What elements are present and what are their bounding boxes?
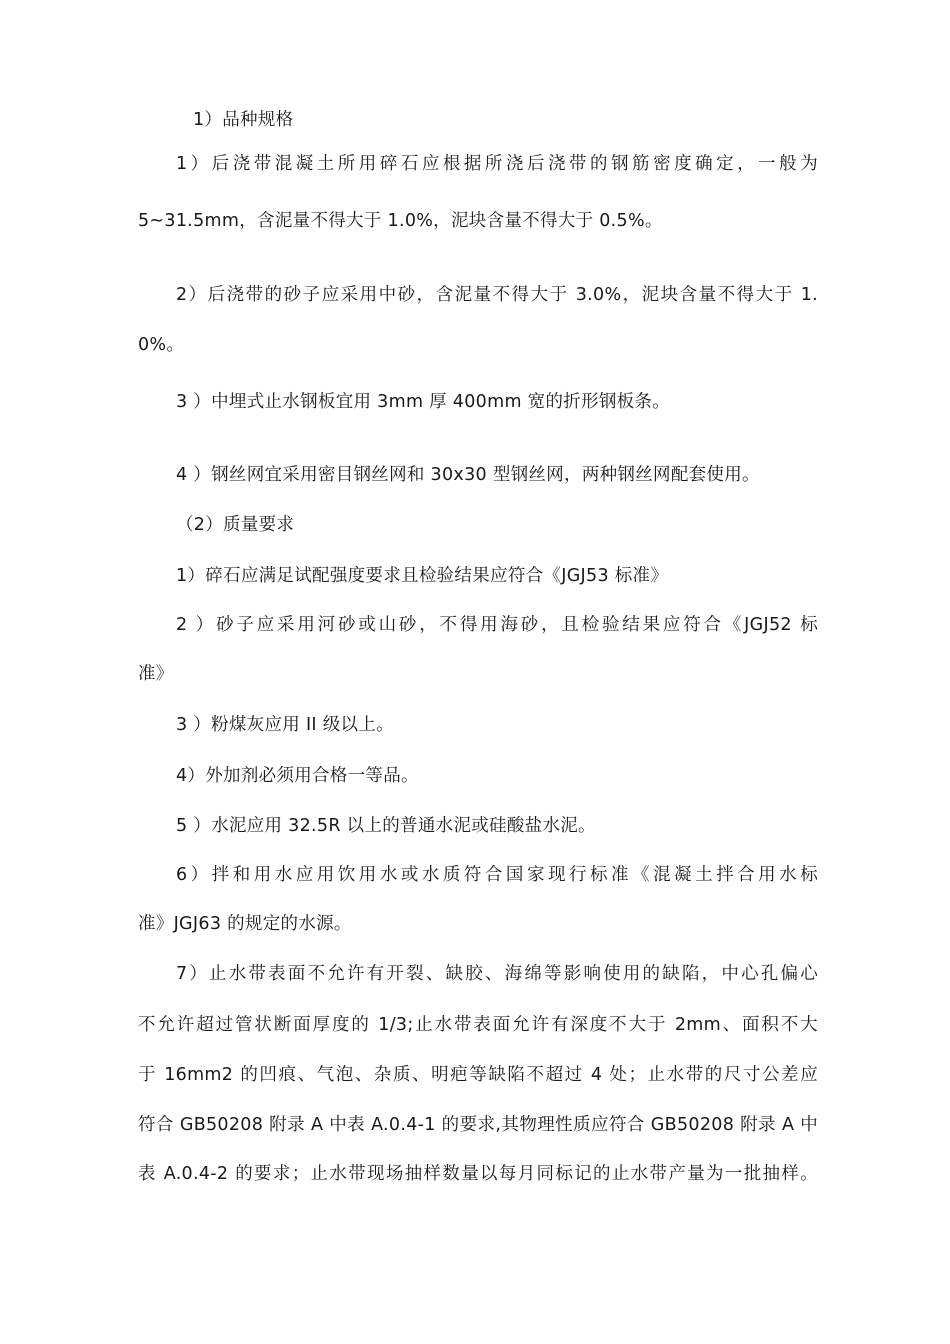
paragraph-sand-quality-line2: 准》 xyxy=(138,664,174,684)
paragraph-sand-quality-line1: 2 ）砂子应采用河砂或山砂，不得用海砂，且检验结果应符合《JGJ52 标 xyxy=(176,615,818,635)
paragraph-waterstop-line5: 表 A.0.4-2 的要求；止水带现场抽样数量以每月同标记的止水带产量为一批抽样。 xyxy=(138,1164,818,1184)
paragraph-sand-line1: 2）后浇带的砂子应采用中砂，含泥量不得大于 3.0%，泥块含量不得大于 1. xyxy=(176,285,818,305)
paragraph-waterstop-line1: 7）止水带表面不允许有开裂、缺胶、海绵等影响使用的缺陷，中心孔偏心 xyxy=(176,964,818,984)
paragraph-gravel-quality: 1）碎石应满足试配强度要求且检验结果应符合《JGJ53 标准》 xyxy=(176,566,669,586)
section-heading-specifications: 1）品种规格 xyxy=(193,110,294,130)
paragraph-admixture: 4）外加剂必须用合格一等品。 xyxy=(176,766,419,786)
paragraph-cement: 5 ）水泥应用 32.5R 以上的普通水泥或硅酸盐水泥。 xyxy=(176,816,596,836)
paragraph-steel-plate: 3 ）中埋式止水钢板宜用 3mm 厚 400mm 宽的折形钢板条。 xyxy=(176,392,671,412)
paragraph-water-line1: 6）拌和用水应用饮用水或水质符合国家现行标准《混凝土拌合用水标 xyxy=(176,865,818,885)
paragraph-fly-ash: 3 ）粉煤灰应用 II 级以上。 xyxy=(176,715,394,735)
paragraph-waterstop-line3: 于 16mm2 的凹痕、气泡、杂质、明疤等缺陷不超过 4 处；止水带的尺寸公差应 xyxy=(138,1065,818,1085)
paragraph-sand-line2: 0%。 xyxy=(138,335,185,355)
paragraph-waterstop-line4: 符合 GB50208 附录 A 中表 A.0.4-1 的要求,其物理性质应符合 GB50208 附录 A 中 xyxy=(138,1115,818,1135)
paragraph-gravel-line1: 1）后浇带混凝土所用碎石应根据所浇后浇带的钢筋密度确定，一般为 xyxy=(176,154,818,174)
paragraph-waterstop-line2: 不允许超过管状断面厚度的 1/3;止水带表面允许有深度不大于 2mm、面积不大 xyxy=(138,1015,818,1035)
paragraph-gravel-line2: 5~31.5mm，含泥量不得大于 1.0%，泥块含量不得大于 0.5%。 xyxy=(138,211,663,231)
paragraph-wire-mesh: 4 ）钢丝网宜采用密目钢丝网和 30x30 型钢丝网，两种钢丝网配套使用。 xyxy=(176,465,760,485)
paragraph-water-line2: 准》JGJ63 的规定的水源。 xyxy=(138,914,352,934)
section-heading-quality: （2）质量要求 xyxy=(176,515,295,535)
